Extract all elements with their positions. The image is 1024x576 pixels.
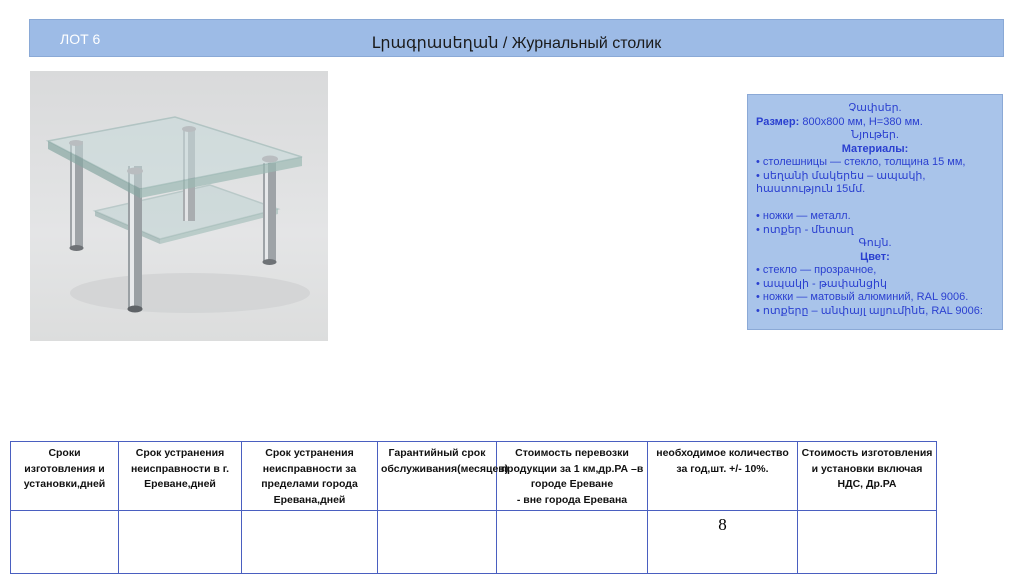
spec-color-heading-hy: Գույն. — [858, 237, 892, 249]
page-title: Լրագրասեղան / Журнальный столик — [371, 35, 662, 52]
lot-label: ЛОТ 6 — [60, 31, 101, 47]
spec-line: • ոտքեր - մետաղ — [756, 223, 854, 236]
table-row — [11, 511, 937, 574]
cost-table — [10, 441, 937, 574]
spec-box — [747, 94, 1003, 330]
col-header-transport-cost: Стоимость перевозки продукции за 1 км,др.РА –в городе Ереване - вне города Еревана — [497, 442, 648, 511]
spec-line: • ножки — матовый алюминий, RAL 9006. — [756, 291, 969, 303]
spec-line: • столешницы — стекло, толщина 15 мм, — [756, 156, 966, 168]
spec-line: հաստություն 15մմ. — [756, 183, 866, 195]
cell-transport-cost — [497, 511, 648, 574]
table-header-row — [11, 442, 937, 511]
product-image — [30, 71, 328, 341]
spec-dimensions-heading-hy: Չափսեր. — [848, 102, 902, 114]
spec-line: • стекло — прозрачное, — [756, 264, 877, 276]
spec-line: • սեղանի մակերես – ապակի, — [756, 169, 926, 182]
header-bar — [29, 19, 1004, 57]
spec-line: • ножки — металл. — [756, 210, 851, 222]
spec-size-value: 800х800 мм, H=380 мм. — [799, 115, 923, 128]
col-header-warranty: Гарантийный срок обслуживания(месяцев) — [378, 442, 497, 511]
cell-total-cost — [798, 511, 937, 574]
cell-manufacture-time — [11, 511, 119, 574]
spec-materials-heading-ru: Материалы: — [841, 142, 909, 155]
spec-size-label: Размер: — [756, 115, 800, 128]
spec-size — [756, 116, 994, 130]
col-header-manufacture-time: Сроки изготовления и установки,дней — [11, 442, 119, 511]
spec-spacer — [756, 197, 994, 211]
col-header-total-cost: Стоимость изготовления и установки включая НДС, Др.РА — [798, 442, 937, 511]
spec-color-heading-ru: Цвет: — [860, 250, 890, 263]
spec-materials-heading-hy: Նյութեր. — [851, 129, 899, 141]
col-header-repair-time-outside: Срок устранения неисправности за пределами города Еревана,дней — [242, 442, 378, 511]
cell-repair-time-yerevan — [119, 511, 242, 574]
cell-quantity: 8 — [648, 511, 798, 574]
col-header-repair-time-yerevan: Срок устранения неисправности в г. Ереване,дней — [119, 442, 242, 511]
cell-repair-time-outside — [242, 511, 378, 574]
spec-line: • ոտքերը – անփայլ ալյումինե, RAL 9006: — [756, 304, 983, 317]
glass-table-illustration — [30, 71, 328, 341]
spec-line: • ապակի - թափանցիկ — [756, 277, 887, 290]
cell-warranty — [378, 511, 497, 574]
col-header-quantity: необходимое количество за год,шт. +/- 10%. — [648, 442, 798, 511]
